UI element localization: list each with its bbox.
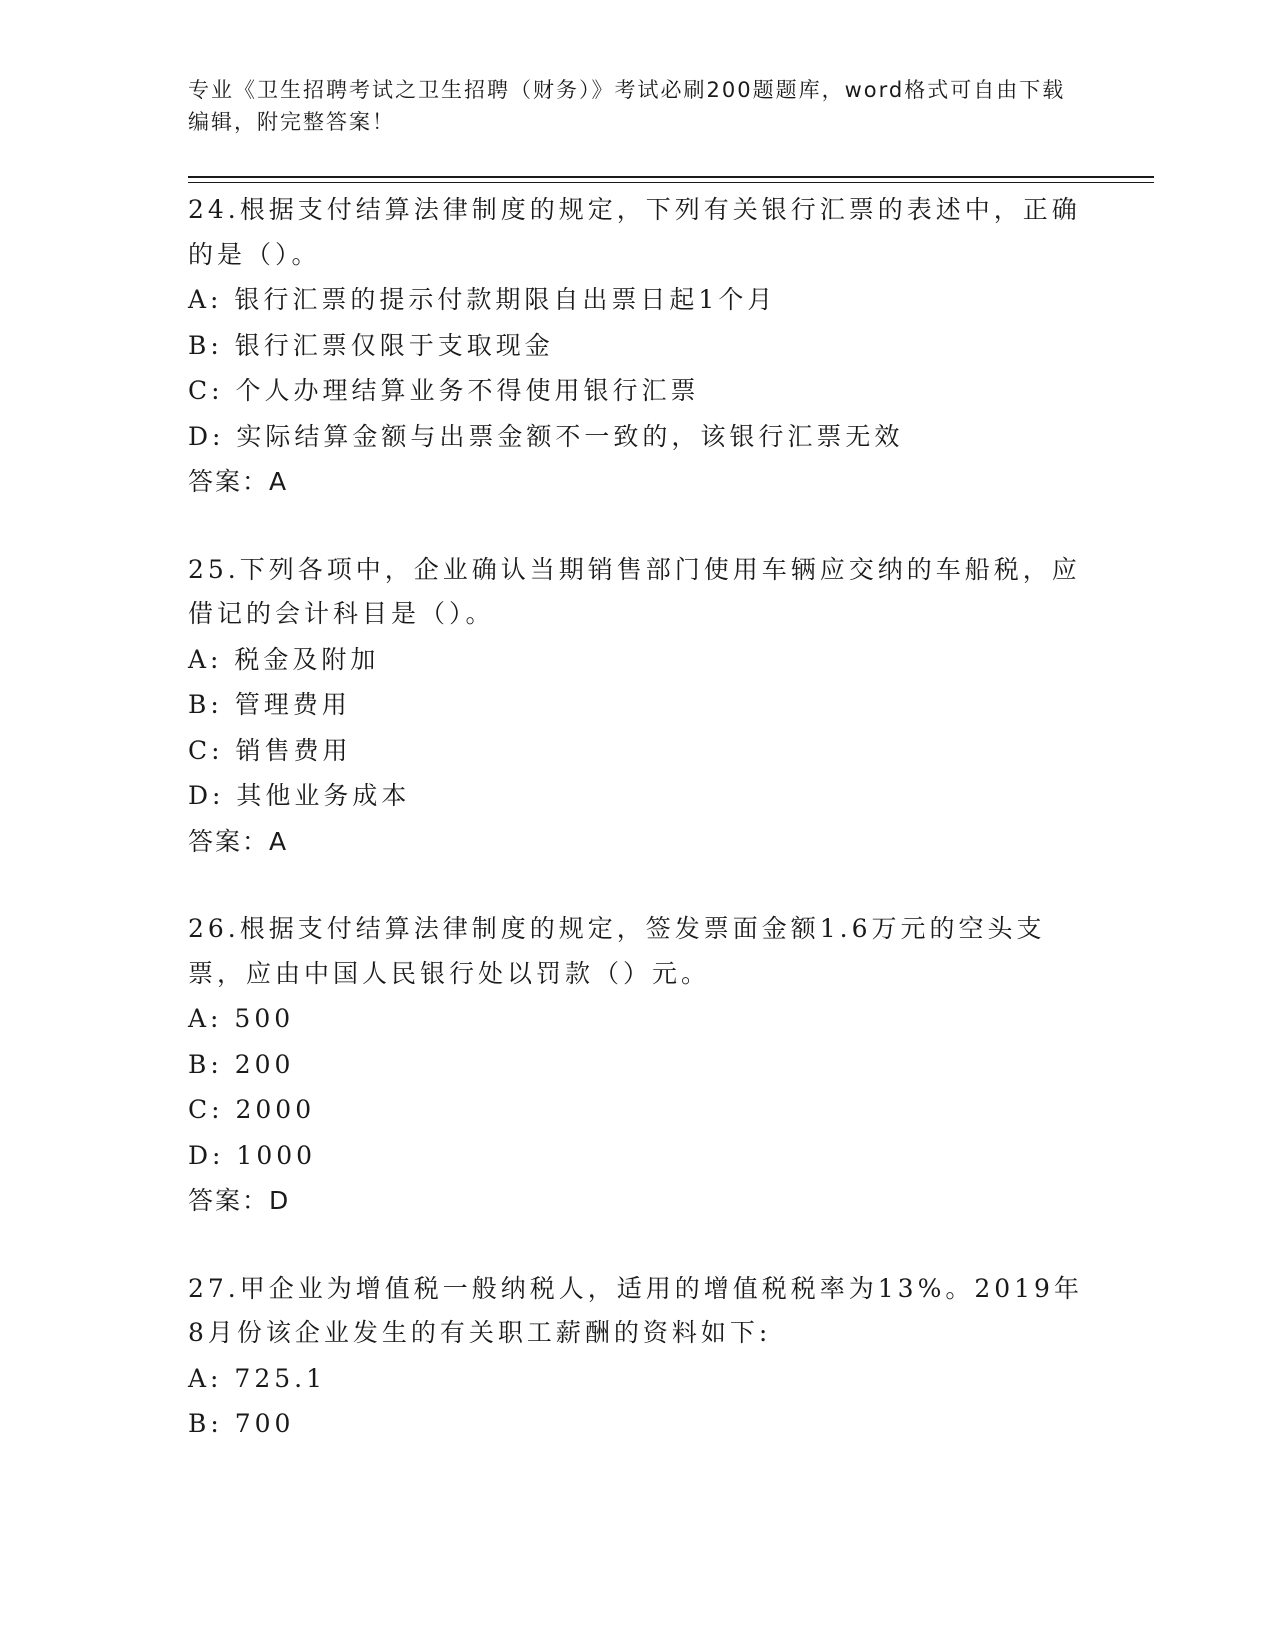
question-item bbox=[188, 1267, 1088, 1447]
option-b: B: 银行汇票仅限于支取现金 bbox=[188, 330, 554, 360]
option-c: C: 销售费用 bbox=[188, 735, 352, 765]
option-a: A: 500 bbox=[188, 1004, 295, 1033]
question-item bbox=[188, 548, 1088, 865]
question-stem: 25.下列各项中，企业确认当期销售部门使用车辆应交纳的车船税，应借记的会计科目是（）。 bbox=[188, 554, 1081, 628]
option-c: C: 个人办理结算业务不得使用银行汇票 bbox=[188, 376, 700, 405]
header-divider bbox=[188, 176, 1154, 178]
question-stem: 27.甲企业为增值税一般纳税人，适用的增值税税率为13%。2019年8月份该企业发生的有关职工薪酬的资料如下: bbox=[188, 1273, 1083, 1347]
answer-line: 答案：A bbox=[188, 467, 289, 496]
option-a: A: 725.1 bbox=[188, 1363, 326, 1393]
option-b: B: 200 bbox=[188, 1049, 295, 1079]
question-stem: 26.根据支付结算法律制度的规定，签发票面金额1.6万元的空头支票，应由中国人民银行处以罚款（）元。 bbox=[188, 914, 1046, 988]
question-item bbox=[188, 907, 1088, 1224]
answer-line: 答案：A bbox=[188, 826, 289, 856]
option-d: D: 实际结算金额与出票金额不一致的，该银行汇票无效 bbox=[188, 421, 904, 451]
option-a: A: 银行汇票的提示付款期限自出票日起1个月 bbox=[188, 285, 777, 314]
option-d: D: 1000 bbox=[188, 1140, 317, 1170]
question-item bbox=[188, 188, 1088, 505]
option-b: B: 管理费用 bbox=[188, 690, 351, 719]
option-a: A: 税金及附加 bbox=[188, 644, 380, 674]
question-stem: 24.根据支付结算法律制度的规定，下列有关银行汇票的表述中，正确的是（）。 bbox=[188, 195, 1081, 269]
option-c: C: 2000 bbox=[188, 1095, 316, 1124]
header-divider-thin bbox=[188, 182, 1154, 183]
question-list bbox=[188, 188, 1088, 1490]
option-d: D: 其他业务成本 bbox=[188, 781, 411, 810]
option-b: B: 700 bbox=[188, 1409, 295, 1438]
answer-line: 答案：D bbox=[188, 1186, 291, 1215]
document-header: 专业《卫生招聘考试之卫生招聘（财务）》考试必刷200题题库，word格式可自由下载编辑，附完整答案！ bbox=[188, 78, 1066, 134]
